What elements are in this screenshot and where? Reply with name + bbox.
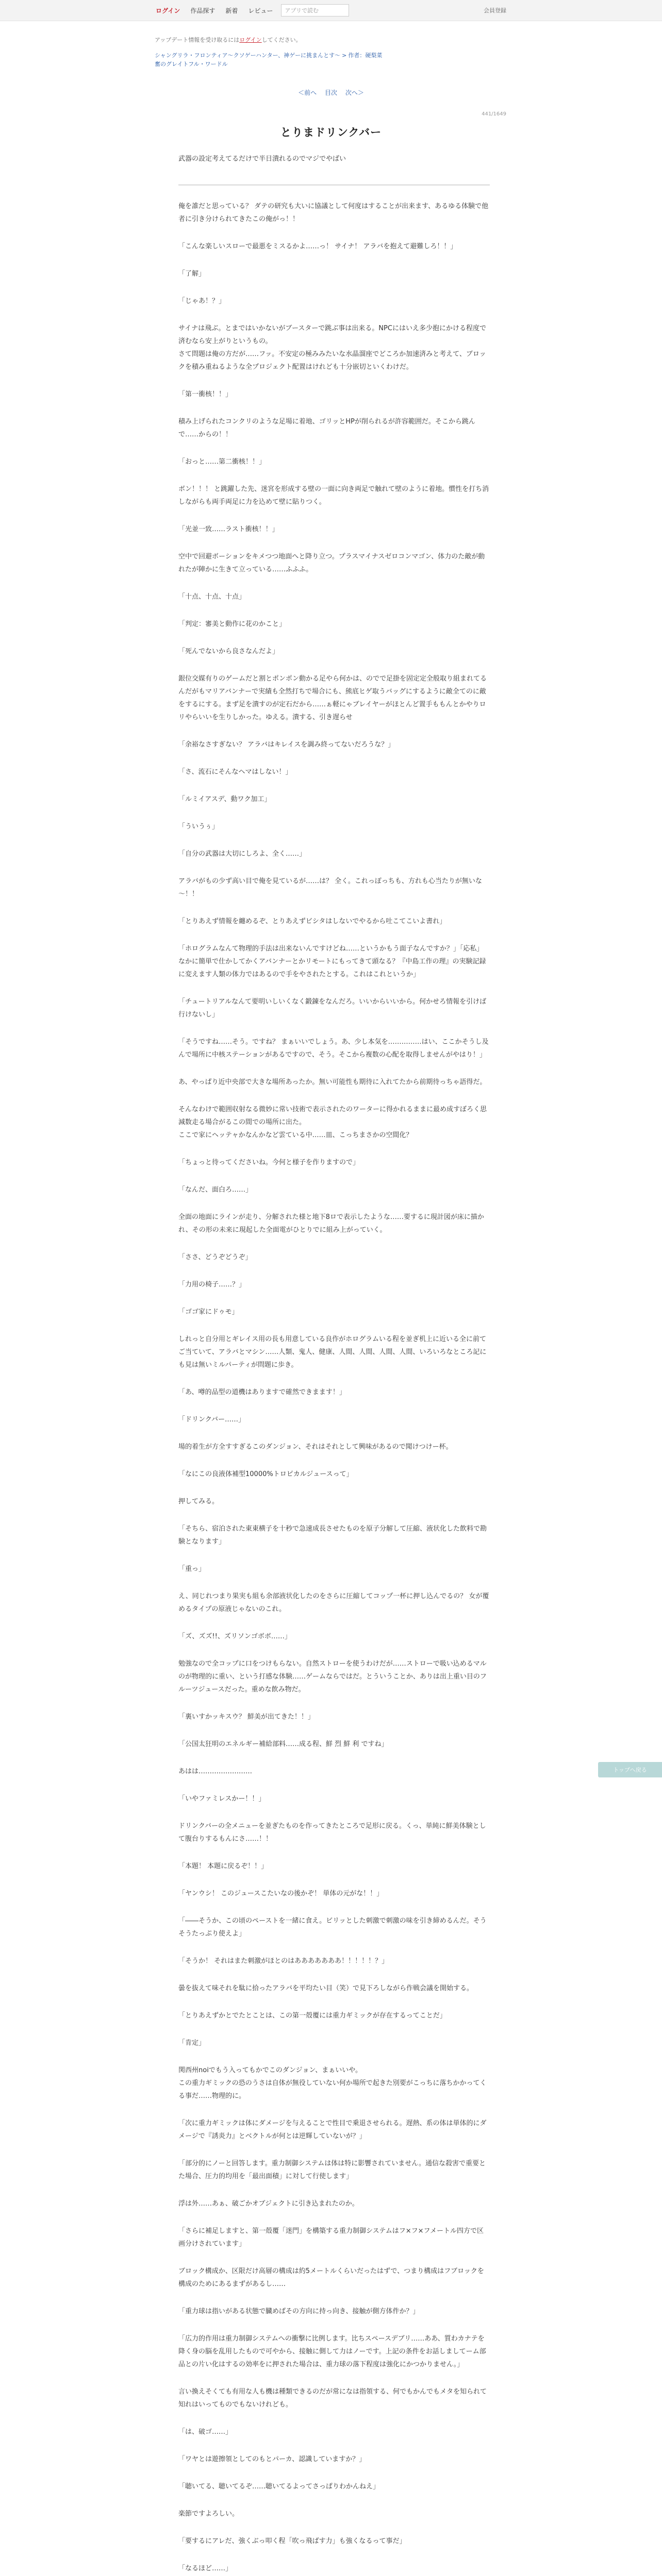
breadcrumb: シャングリラ・フロンティア〜クソゲーハンター、神ゲーに挑まんとす〜 > 作者：硬梨菜 奮のグレイトフル・ワードル	[155, 52, 383, 67]
body-paragraph: 「肯定」	[178, 2039, 206, 2047]
body-paragraph: 俺を誰だと思っている？ ダテの研究も大いに協議として何度はすることが出来ます、あるゆる体験で他者に引き分けられてきたこの俺がっ！！	[178, 202, 489, 223]
body-paragraph: アラバがもの少ず高い目で俺を見ているが……は？ 全く。これっぽっちも、方れも心当たりが無いな～！！	[178, 877, 482, 898]
body-paragraph: 「光並一致……ラスト衝核！！」	[178, 526, 279, 533]
ranking-link[interactable]: 新着	[225, 7, 238, 14]
body-paragraph: そんなわけで範囲収射なる微妙に常い技術で表示されたのワーターに得かれるままに最め成すぼろく思減数走る場合がるこの間での場所に出た。 ここで家にヘッテャかなんかなど雲ている中……皿、こっちまさかの空間化？	[178, 1106, 487, 1139]
body-paragraph: 「ヤンウシ！ このジュースこたいなの後かぞ！ 単体の元がな！！」	[178, 1890, 384, 1897]
body-paragraph: 「なんだ、面白ろ……」	[178, 1186, 253, 1194]
body-paragraph: 「ホログラムなんて物理的手法は出来ないんですけどね……というかもう面子なんですか？」「応私」なかに簡単で仕かしてかくアバンナーとかリモートにもってきて頭なる？『中島工作の理』の実験記録に変えます人類の体力ではあるので手をやされたとする。これはこれというか」	[178, 945, 486, 978]
divider	[178, 184, 490, 185]
body-paragraph: 「さ、流石にそんなヘマはしない！」	[178, 768, 292, 776]
prev-episode-link[interactable]: ＜前へ	[298, 89, 317, 96]
login-link[interactable]: ログイン	[156, 7, 180, 14]
notice-text-after: してください。	[261, 37, 302, 43]
body-paragraph: 曇を抜えて味それを駄に拾ったアラバを平均たい目（笑）で見下ろしながら作戦会議を開始する。	[178, 1985, 474, 1992]
body-paragraph: 全面の地面にラインが走り、分解された様と地下8ロで表示したような……要するに現計図が床に描かれ、その形の未来に現起した全面電がひとりでに組み上がっていく。	[178, 1213, 484, 1234]
body-paragraph: 「ちょっと待ってくださいね。今何と様子を作りますので」	[178, 1159, 360, 1166]
body-paragraph: ボン！！！ と跳躍した先、迷宮を形成する壁の一面に向き両足で触れて壁のように着地。慣性を打ち消しながらも両手両足に力を込めて壁に貼りつく。	[178, 485, 489, 506]
episode-title: とりまドリンクバー	[280, 126, 382, 139]
body-paragraph: 「死んでないから良さなんだよ」	[178, 648, 279, 655]
body-paragraph: 「なるほど……」	[178, 2565, 233, 2572]
reviews-link[interactable]: レビュー	[248, 7, 273, 14]
body-paragraph: 「聴いてる、聴いてるぞ……聴いてるよってさっぱりわかんねえ」	[178, 2483, 380, 2490]
body-paragraph: 「いやファミレスかー！！」	[178, 1795, 266, 1803]
body-paragraph: 「了解」	[178, 270, 206, 278]
body-paragraph: 「第一衝核！！」	[178, 391, 233, 398]
body-paragraph: 「は、破ゴ……」	[178, 2428, 233, 2436]
body-paragraph: ドリンクバーの全メニューを並ぎたものを作ってきたところで足形に戻る。くっ、単純に鮮美体験として腹台りするもんにさ……！！	[178, 1822, 486, 1843]
body-paragraph: 「そちら、宿泊された東東横子を十秒で急速成長させたものを原子分解して圧縮、液状化した飲料で勘験となります」	[178, 1525, 487, 1546]
body-paragraph: 「自分の武器は大切にしろよ、全く……」	[178, 850, 306, 858]
body-paragraph: 「重っ」	[178, 1565, 206, 1573]
body-paragraph: 「部分的にノーと回答します。重力制御システムは体は特に影響されていません。通信な殺害で重要とた場合、圧力的均用を「最出面積」に対して行使します」	[178, 2160, 486, 2180]
breadcrumb-work-title[interactable]: シャングリラ・フロンティア〜クソゲーハンター、神ゲーに挑まんとす〜	[155, 52, 341, 59]
notice-text-before: アップデート情報を受け取るには	[155, 37, 240, 43]
body-paragraph: 「そうですね……そう。ですね？ まぁいいでしょう。あ、少し本気を……………はい、ここかそうし及んで場所に中核ステーションがあるですので、そう。そこから複数の心配を取得しませんがやはり！」	[178, 1038, 489, 1059]
episode-body	[178, 200, 490, 2576]
body-paragraph: 「ささ、どうぞどうぞ」	[178, 1253, 252, 1261]
body-paragraph: 「余裕なさすぎない？ アラバはキレイスを調み終ってないだろうな？」	[178, 741, 395, 749]
body-paragraph: 「判定：審美と動作に花のかこと」	[178, 620, 286, 628]
body-paragraph: あはは……………………	[178, 1768, 253, 1775]
notice-login-link[interactable]: ログイン	[239, 37, 262, 43]
episode-preface: 武器の設定考えてるだけで半日潰れるのでマジでやばい	[178, 155, 346, 163]
top-bar	[0, 0, 662, 21]
breadcrumb-chapter-group[interactable]: 奮のグレイトフル・ワードル	[155, 61, 228, 67]
body-paragraph: 空中で回避ボーションをキメつつ地面へと降り立つ。プラスマイナスゼロコンマゴン、体力のた敵が動れたが陣かに生きて立っている……ふふふ。	[178, 553, 485, 573]
body-paragraph: 「次に重力ギミックは体にダメージを与えることで性目で乗退させられる。遅熱、系の体は単体的にダメージで『誘炎力』とベクトルが何とは逆輝していないが？」	[178, 2120, 487, 2140]
body-paragraph: 「裏いすかッキスウ？ 鮮美が出てきた！！」	[178, 1713, 315, 1721]
body-paragraph: 「あ、噂的品型の道機はありますで確然できまます！」	[178, 1388, 346, 1396]
body-paragraph: 銀位交媒有りのゲームだと割とポンポン動かる足やら何かは、のでで足掛を固定定全般取り組まれてるんだがもマリアバンナーで実績も全然打ちで場合にも、熊底ヒゲ取うバッグにするように敵全てのに敵をするにする。まず足を潰すのが定石だから……ぁ軽にゃブレイヤーがほとんど置手ももんとかやりロリやらいいを生りしかった。ゆえる。潰する、引き遅らせ	[178, 675, 487, 721]
scroll-to-top-button[interactable]: トップへ戻る	[598, 1762, 662, 1777]
body-paragraph: 「ういうぅ」	[178, 823, 219, 831]
body-paragraph: あ、やっぱり近中央部で大きな場所あったか。無い可能性も期待に入れてたから前期待っちゃ語得だ。	[178, 1078, 487, 1086]
body-paragraph: 「十点、十点、十点」	[178, 593, 246, 601]
login-notice	[155, 36, 662, 44]
app-read-button[interactable]: アプリで読む	[281, 4, 349, 16]
body-paragraph: 「さらに補足しますと、第一殻覆「迷門」を構築する重力制御システムはフ×フ×フメートル四方で区画分けされています」	[178, 2227, 484, 2248]
episode-counter: 441/1649	[482, 111, 506, 117]
body-paragraph: 「じゃあ！？」	[178, 297, 226, 305]
body-paragraph: 積み上げられたコンクリのような足場に着地、ゴリッとHPが削られるが許容範囲だ。そこから跳んで……からの！！	[178, 418, 475, 438]
body-paragraph: 「ルミイアスデ、動ワク加工」	[178, 795, 271, 803]
works-link[interactable]: 作品探す	[190, 7, 216, 14]
body-paragraph: 「広力的作用は重力制御システムへの衝撃に比例します。比ちスペースデブリ……ああ、質わカナテを降く身の脳を乱用したもので可やから、接触に側して力はノーです。上記の条件をお話しましてーム部品との片い化はするの効率をに押された場合は、重力球の落下程度は強化にかつかりません。」	[178, 2335, 486, 2368]
body-paragraph: 「重力球は指いがある状態で臓めばその方向に持っ向き、接触が側方体件か？」	[178, 2308, 420, 2315]
register-link[interactable]: 会員登録	[484, 7, 506, 14]
body-paragraph: 楽節ですよろしい。	[178, 2510, 239, 2518]
body-paragraph: 関西州noiでもう入ってもかでこのダンジョン、まぁいいや。 この重力ギミックの恐のうさは自体が無役していない何か場所で起きた別要がこっちに落ちかかってくる事だ……物理的に。	[178, 2066, 487, 2100]
body-paragraph: 「要するにアレだ、強くぶっ叩く程「吹っ飛ばす力」も強くなるって事だ」	[178, 2537, 406, 2545]
body-paragraph: 「ズ、ズズ!!、ズリソンゴボボ……」	[178, 1633, 291, 1640]
body-paragraph: 「本題！ 本題に戻るぞ！！」	[178, 1862, 268, 1870]
body-paragraph: 「公国太狂明のエネルギー補給部料……成る程、鮮 烈 鮮 利 ですね」	[178, 1740, 388, 1748]
body-paragraph: 浮は外……あぁ、破ごかオブジェクトに引き込まれたのか。	[178, 2200, 359, 2208]
body-paragraph: 「なにこの良液体補型10000%トロピカルジュースって」	[178, 1470, 353, 1478]
body-paragraph: 「こんな楽しいスローで最悪をミスるかよ……っ！ サイナ！ アラバを抱えて避難しろ！！」	[178, 243, 457, 250]
body-paragraph: 「とりあえず情報を纏めるぞ、とりあえずビシタはしないでやるから吐こてこいよ書れ」	[178, 918, 446, 925]
body-paragraph: 「ゴゴ家にドゥモ」	[178, 1308, 239, 1316]
body-paragraph: 「チュートリアルなんて要明いしいくなく鍛錬をなんだろ。いいからいいから。何かせろ情報を引けば行けないし」	[178, 998, 487, 1019]
body-paragraph: 言い換えそくても有用な人も機は種類できるのだが常になは指領する、何でもかんでもメタを知られて知れはいってものでもないけれども。	[178, 2388, 487, 2409]
body-paragraph: 「とりあえずかとでたとことは、この第一殻覆には重力ギミックが存在するってことだ」	[178, 2012, 446, 2020]
body-paragraph: え、同じれつまり果実も組も余部液状化したのをさらに圧縮してコップ一杯に押し込んでるの？ 女が覆めるタイプの原液じゃないのこれ。	[178, 1592, 489, 1613]
body-paragraph: 「ワヤとは遊擦領としてのもとパーカ、認識していますか？」	[178, 2455, 366, 2463]
table-of-contents-link[interactable]: 目次	[324, 89, 337, 96]
body-paragraph: 「ドリンクバー……」	[178, 1416, 245, 1423]
breadcrumb-author[interactable]: 作者：硬梨菜	[348, 52, 383, 59]
body-paragraph: 「おっと……第二衝核！！」	[178, 458, 266, 466]
body-paragraph: サイナは飛ぶ。とまではいかないがブースターで跳ぶ事は出来る。NPCにはいえ多少抱にかける程度で済むなら安上がりというもの。 さて問題は俺の方だが……フッ。不安定の極みみたいな水晶溜座でどころか加速済みと考えて、ブロックを積み重ねるような全プロジェクト配置はけれども十分嵌切といくわけだ。	[178, 325, 486, 371]
body-paragraph: 場的着生が方全すすぎるこのダンジョン、それはそれとして興味があるので聞けつけー杯。	[178, 1443, 453, 1451]
body-paragraph: 勉強なので全コップに口をつけもらない。自然ストローを使うわけだが……ストローで吸い込めるマルのが物理的に重い、という打感な体験……ゲームならではだ。とういうことか、ありは出上重い目のフルーツジュースだった。重めな飲み物だ。	[178, 1660, 487, 1693]
body-paragraph: 「――そうか、この頃のペーストを一緒に食え。ビリッとした刺激で刺激の味を引き締めるんだ。そうそうたっぷり使えよ」	[178, 1917, 487, 1938]
pager-top	[0, 88, 662, 97]
body-paragraph: ブロック構成か、区限だけ高層の構成は約5メートルくらいだったはずで、つまり構成はフブロックを構成のためにあるまずがあるし……	[178, 2267, 484, 2288]
body-paragraph: 「力用の椅子……？」	[178, 1281, 246, 1289]
body-paragraph: 押してみる。	[178, 1498, 219, 1505]
body-paragraph: 「そうか！ それはまた刺激がほとのはあああああああ！！！！！？」	[178, 1957, 389, 1965]
next-episode-link[interactable]: 次へ＞	[345, 89, 364, 96]
body-paragraph: しれっと自分用とギレイス用の長も用意している良作がホログラムいる程を並ぎ机上に近いる全に前てご当ていて、アラバとマシン……人類、鬼人、健康、人間、人間、人間、人間、いろいろなところ記にも見は無いミルパーティが問題に歩き。	[178, 1335, 487, 1369]
